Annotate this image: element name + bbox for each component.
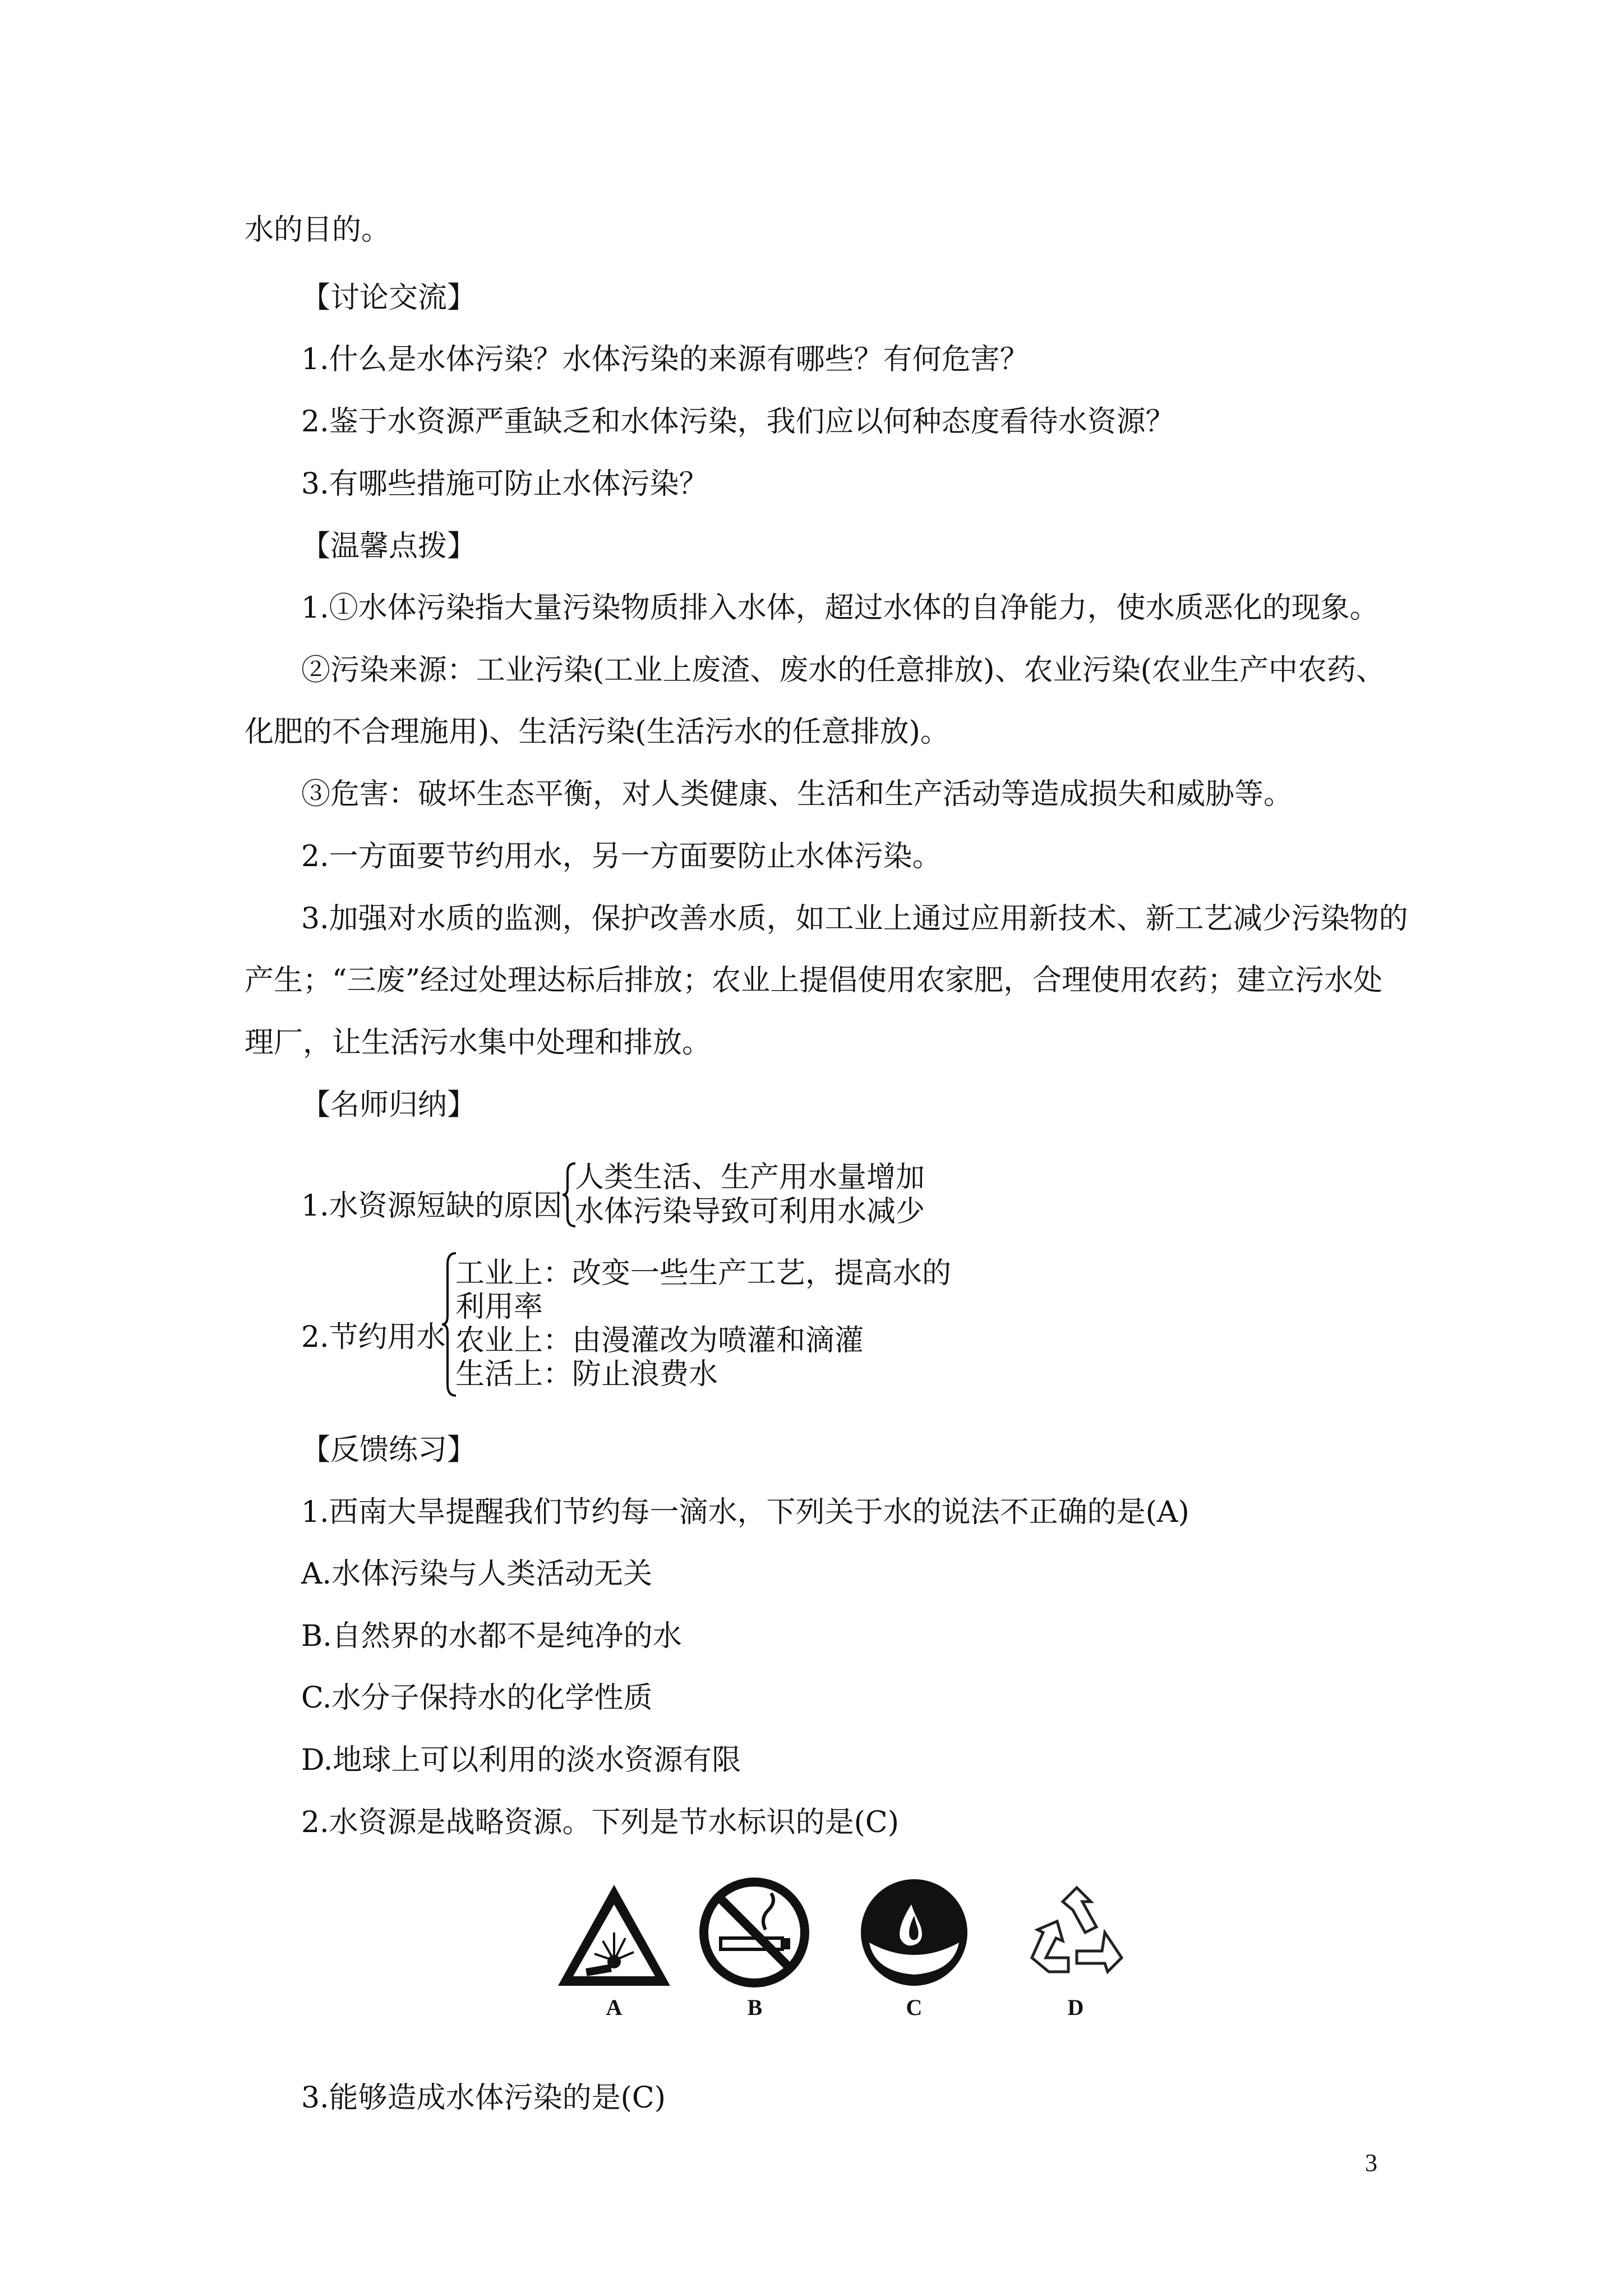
paragraph-line: 产生；“三废”经过处理达标后排放；农业上提倡使用农家肥，合理使用农药；建立污水处 [245,964,1383,997]
summary-item: 工业上：改变一些生产工艺，提高水的 [455,1257,952,1290]
explosive-warning-icon [555,1882,673,1989]
paragraph-line: 水的目的。 [245,213,391,247]
question-line: 1.什么是水体污染？水体污染的来源有哪些？有何危害？ [301,343,1029,376]
section-heading: 【温馨点拨】 [301,530,477,563]
option-line: A.水体污染与人类活动无关 [301,1557,653,1591]
paragraph-line: 3.加强对水质的监测，保护改善水质，如工业上通过应用新技术、新工艺减少污染物的 [301,902,1408,936]
summary-item: 农业上：由漫灌改为喷灌和滴灌 [455,1324,864,1358]
question-line: 2.鉴于水资源严重缺乏和水体污染，我们应以何种态度看待水资源？ [301,405,1175,439]
summary-item: 人类生活、生产用水量增加 [575,1161,925,1194]
question-line: 1.西南大旱提醒我们节约每一滴水，下列关于水的说法不正确的是(A) [301,1496,1189,1529]
paragraph-line: ③危害：破坏生态平衡，对人类健康、生活和生产活动等造成损失和威胁等。 [301,777,1293,811]
page-number: 3 [1365,2149,1377,2177]
paragraph-line: ②污染来源：工业污染(工业上废渣、废水的任意排放)、农业污染(农业生产中农药、 [301,654,1385,687]
option-label: A [606,1995,623,2020]
question-line: 3.能够造成水体污染的是(C) [301,2081,666,2115]
option-label: C [906,1995,923,2020]
water-saving-icon [858,1876,970,1989]
paragraph-line: 1.①水体污染指大量污染物质排入水体，超过水体的自净能力，使水质恶化的现象。 [301,591,1379,625]
section-heading: 【名师归纳】 [301,1088,477,1122]
summary-item: 生活上：防止浪费水 [455,1358,718,1391]
summary-item: 利用率 [455,1290,543,1324]
summary-item: 水体污染导致可利用水减少 [575,1195,925,1228]
section-heading: 【反馈练习】 [301,1433,477,1467]
question-line: 3.有哪些措施可防止水体污染？ [301,467,708,501]
option-label: D [1067,1995,1084,2020]
paragraph-line: 理厂，让生活污水集中处理和排放。 [245,1026,712,1060]
option-label: B [747,1995,763,2020]
question-line: 2.水资源是战略资源。下列是节水标识的是(C) [301,1806,899,1839]
option-line: C.水分子保持水的化学性质 [301,1681,653,1715]
paragraph-line: 化肥的不合理施用)、生活污染(生活污水的任意排放)。 [245,715,949,749]
summary-head: 1.水资源短缺的原因 [301,1189,562,1223]
recycling-icon [1023,1879,1130,1986]
option-line: D.地球上可以利用的淡水资源有限 [301,1743,741,1777]
section-heading: 【讨论交流】 [301,281,477,315]
no-smoking-icon [698,1876,810,1989]
paragraph-line: 2.一方面要节约用水，另一方面要防止水体污染。 [301,840,942,873]
option-line: B.自然界的水都不是纯净的水 [301,1619,682,1653]
summary-head: 2.节约用水 [301,1320,446,1354]
